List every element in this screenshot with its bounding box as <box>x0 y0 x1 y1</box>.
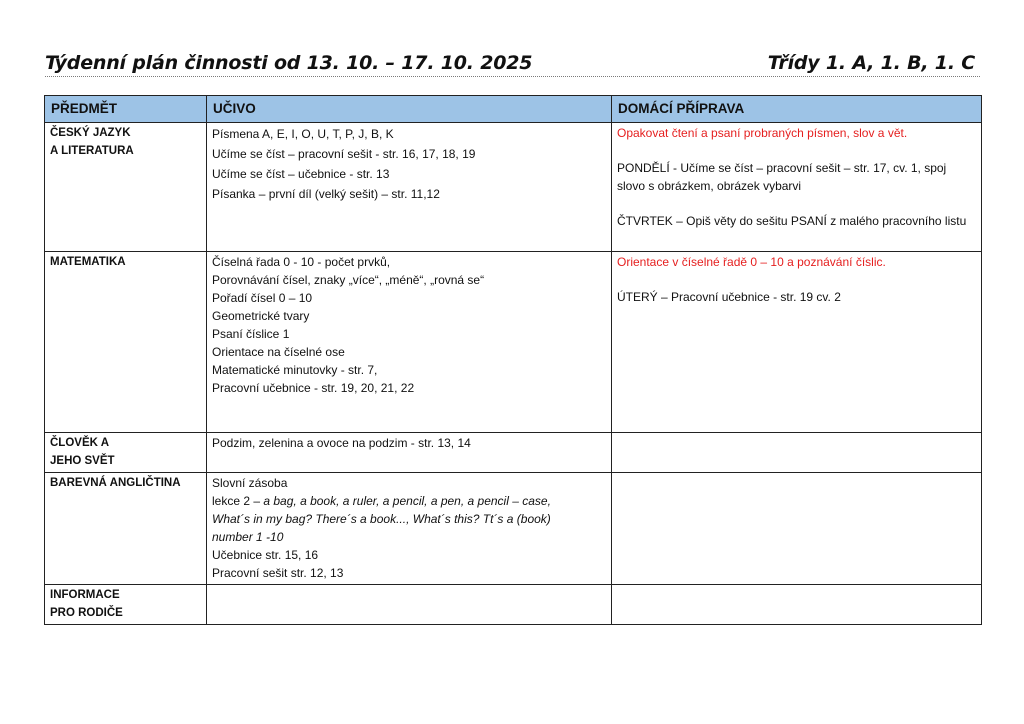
subject-cell <box>45 585 207 625</box>
subject-line: INFORMACE <box>50 589 120 601</box>
table-row <box>45 473 982 585</box>
column-header-priprava: DOMÁCÍ PŘÍPRAVA <box>612 96 982 123</box>
ucivo-line: Pracovní sešit str. 12, 13 <box>212 566 344 580</box>
ucivo-line: Slovní zásoba <box>212 476 288 490</box>
ucivo-line: Číselná řada 0 - 10 - počet prvků, <box>212 255 391 269</box>
ucivo-cell <box>207 433 612 473</box>
subject-line: ČESKÝ JAZYK <box>50 127 131 139</box>
ucivo-line: Porovnávání čísel, znaky „více“, „méně“, „rovná se“ <box>212 273 485 287</box>
subject-cell <box>45 433 207 473</box>
lesson-prefix: lekce 2 – <box>212 494 264 508</box>
subject-line: MATEMATIKA <box>50 256 126 268</box>
priprava-cell <box>612 252 982 433</box>
priprava-item: PONDĚLÍ - Učíme se číst – pracovní sešit – str. 17, cv. 1, spoj slovo s obrázkem, obrázek vybarvi <box>617 161 947 193</box>
ucivo-line: Pracovní učebnice - str. 19, 20, 21, 22 <box>212 381 415 395</box>
ucivo-cell <box>207 473 612 585</box>
table-row <box>45 433 982 473</box>
priprava-item: ČTVRTEK – Opiš věty do sešitu PSANÍ z malého pracovního listu <box>617 214 967 228</box>
priprava-cell <box>612 123 982 252</box>
weekly-plan-table <box>44 95 982 625</box>
subject-cell <box>45 123 207 252</box>
vocabulary-list: a bag, a book, a ruler, a pencil, a pen, a pencil – case, <box>263 494 551 508</box>
table-row <box>45 585 982 625</box>
column-header-ucivo: UČIVO <box>207 96 612 123</box>
class-list: Třídy 1. A, 1. B, 1. C <box>767 52 975 74</box>
priprava-item: ÚTERÝ – Pracovní učebnice - str. 19 cv. 2 <box>617 290 841 304</box>
ucivo-line <box>212 492 606 510</box>
page-header <box>45 46 975 74</box>
priprava-highlight: Orientace v číselné řadě 0 – 10 a poznávání číslic. <box>617 255 886 269</box>
ucivo-line: Podzim, zelenina a ovoce na podzim - str. 13, 14 <box>212 436 471 450</box>
ucivo-line: number 1 -10 <box>212 530 284 544</box>
subject-cell <box>45 252 207 433</box>
ucivo-line: Písmena A, E, I, O, U, T, P, J, B, K <box>212 127 394 141</box>
table-header-row <box>45 96 982 123</box>
ucivo-line: Učíme se číst – učebnice - str. 13 <box>212 167 390 181</box>
subject-line: BAREVNÁ ANGLIČTINA <box>50 477 181 489</box>
dotted-divider <box>45 76 980 77</box>
ucivo-line: Psaní číslice 1 <box>212 327 290 341</box>
ucivo-line: Orientace na číselné ose <box>212 345 345 359</box>
ucivo-cell <box>207 252 612 433</box>
ucivo-cell <box>207 585 612 625</box>
ucivo-line: Pořadí čísel 0 – 10 <box>212 291 313 305</box>
ucivo-line: Geometrické tvary <box>212 309 310 323</box>
subject-line: PRO RODIČE <box>50 607 123 619</box>
subject-line: A LITERATURA <box>50 145 134 157</box>
subject-line: JEHO SVĚT <box>50 455 115 467</box>
priprava-cell <box>612 473 982 585</box>
ucivo-line: Písanka – první díl (velký sešit) – str. 11,12 <box>212 187 440 201</box>
page-title: Týdenní plán činnosti od 13. 10. – 17. 10. 2025 <box>45 52 533 74</box>
priprava-highlight: Opakovat čtení a psaní probraných písmen, slov a vět. <box>617 126 908 140</box>
ucivo-line: Učíme se číst – pracovní sešit - str. 16, 17, 18, 19 <box>212 147 476 161</box>
ucivo-line: Matematické minutovky - str. 7, <box>212 363 378 377</box>
ucivo-cell <box>207 123 612 252</box>
priprava-cell <box>612 585 982 625</box>
ucivo-line: Učebnice str. 15, 16 <box>212 548 319 562</box>
subject-cell <box>45 473 207 585</box>
ucivo-line: What´s in my bag? There´s a book..., What´s this? Tt´s a (book) <box>212 512 551 526</box>
table-row <box>45 252 982 433</box>
priprava-cell <box>612 433 982 473</box>
subject-line: ČLOVĚK A <box>50 437 109 449</box>
table-row <box>45 123 982 252</box>
column-header-subject: PŘEDMĚT <box>45 96 207 123</box>
